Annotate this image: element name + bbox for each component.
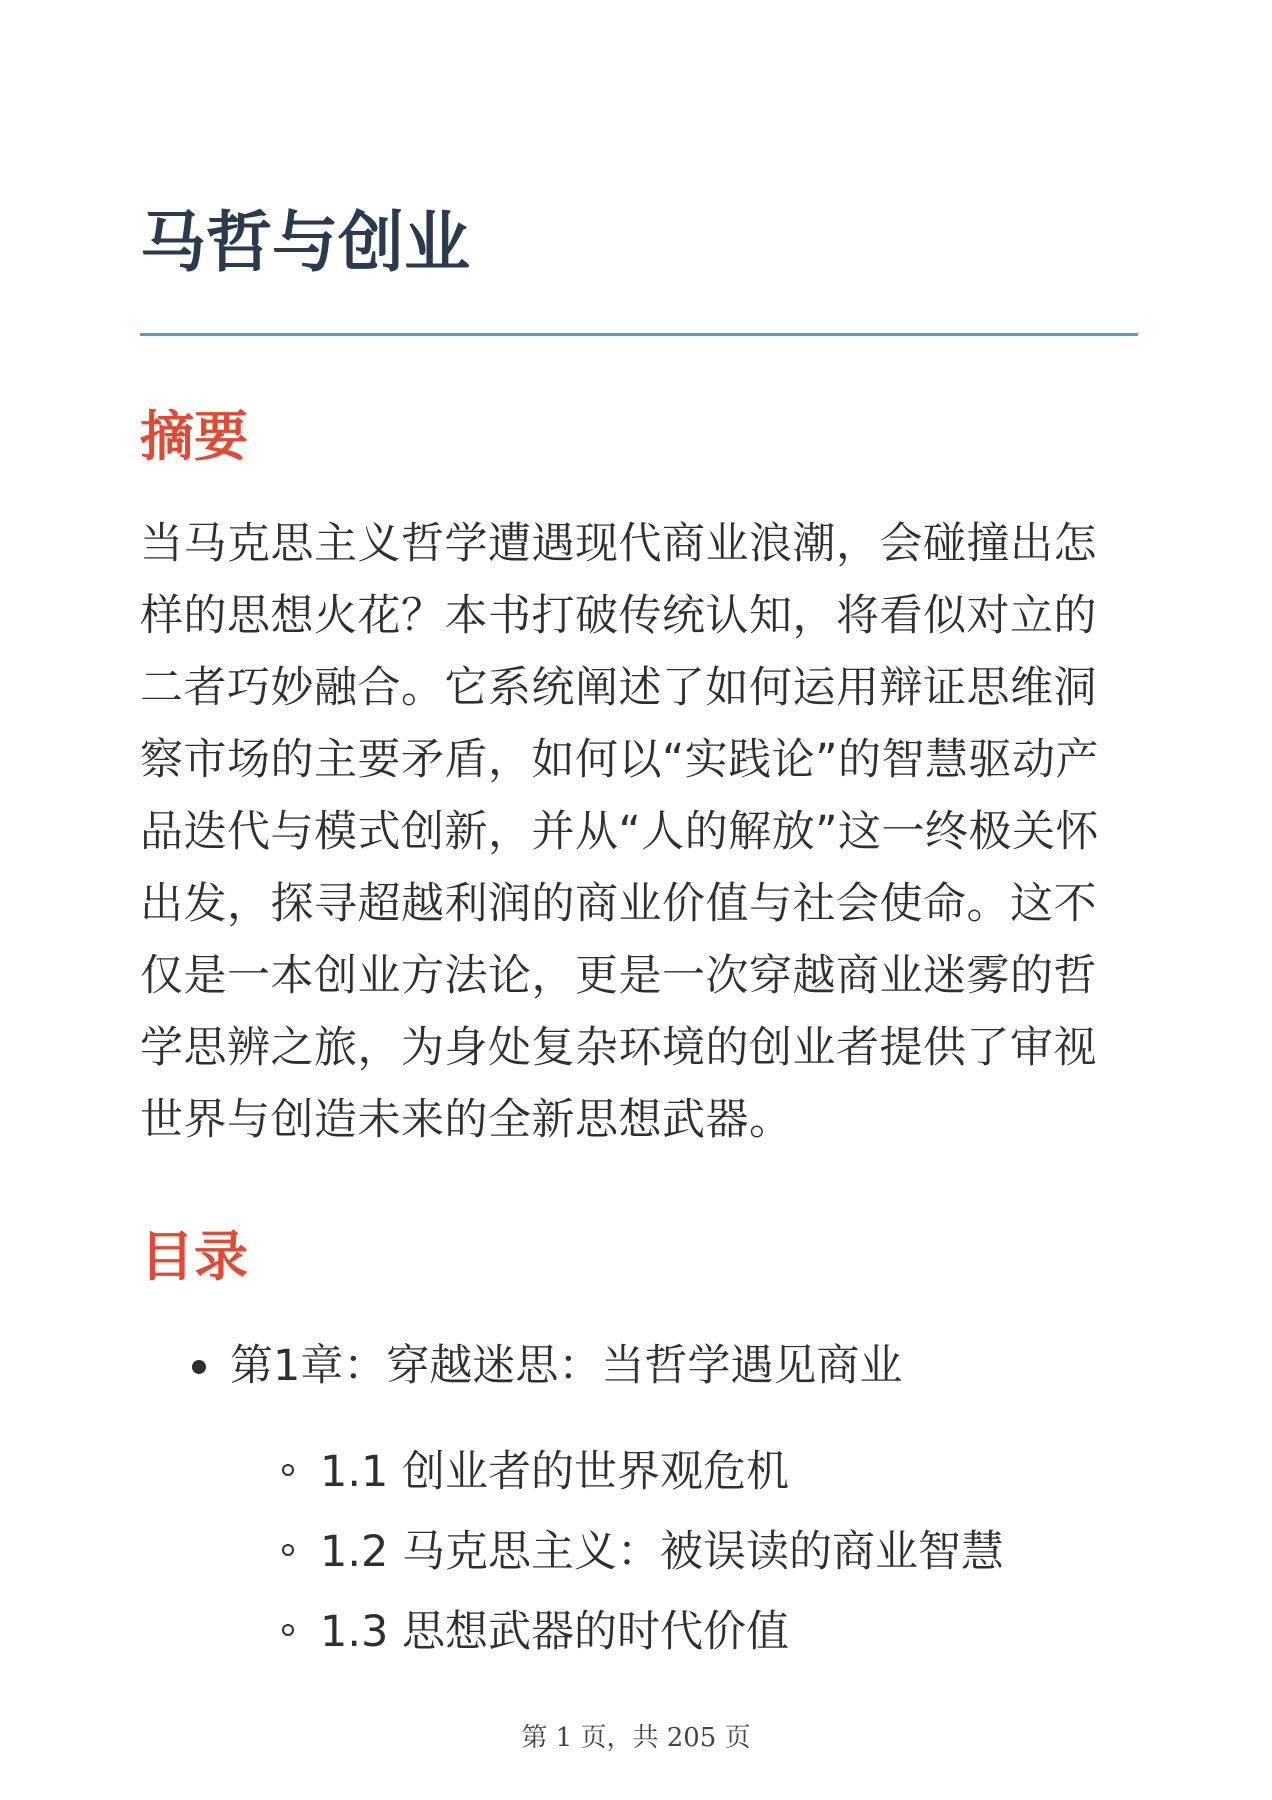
- bullet-circle-icon: [282, 1464, 294, 1476]
- table-of-contents: [140, 1330, 1140, 1672]
- abstract-heading: 摘要: [140, 405, 248, 468]
- bullet-circle-icon: [282, 1624, 294, 1636]
- toc-section-label: 1.1 创业者的世界观危机: [320, 1447, 790, 1497]
- bullet-disc-icon: [192, 1360, 206, 1374]
- toc-section-list: [230, 1432, 1140, 1672]
- toc-heading: 目录: [140, 1225, 248, 1288]
- bullet-circle-icon: [282, 1544, 294, 1556]
- toc-section-label: 1.3 思想武器的时代价值: [320, 1607, 790, 1657]
- toc-chapter-1: [140, 1330, 1140, 1672]
- toc-chapter-label: 第1章：穿越迷思：当哲学遇见商业: [230, 1341, 903, 1391]
- document-title: 马哲与创业: [140, 204, 470, 281]
- title-divider: [140, 333, 1138, 336]
- toc-section-label: 1.2 马克思主义：被误读的商业智慧: [320, 1527, 1005, 1577]
- page-number-footer: 第 1 页，共 205 页: [521, 1723, 751, 1753]
- abstract-body: 当马克思主义哲学遭遇现代商业浪潮，会碰撞出怎样的思想火花？本书打破传统认知，将看似对立的二者巧妙融合。它系统阐述了如何运用辩证思维洞察市场的主要矛盾，如何以“实践论”的智慧驱动产品迭代与模式创新，并从“人的解放”这一终极关怀出发，探寻超越利润的商业价值与社会使命。这不仅是一本创业方法论，更是一次穿越商业迷雾的哲学思辨之旅，为身处复杂环境的创业者提供了审视世界与创造未来的全新思想武器。: [140, 519, 1100, 1145]
- toc-section-1-3: [140, 1592, 1140, 1672]
- toc-section-1-1: [140, 1432, 1140, 1512]
- toc-section-1-2: [140, 1512, 1140, 1592]
